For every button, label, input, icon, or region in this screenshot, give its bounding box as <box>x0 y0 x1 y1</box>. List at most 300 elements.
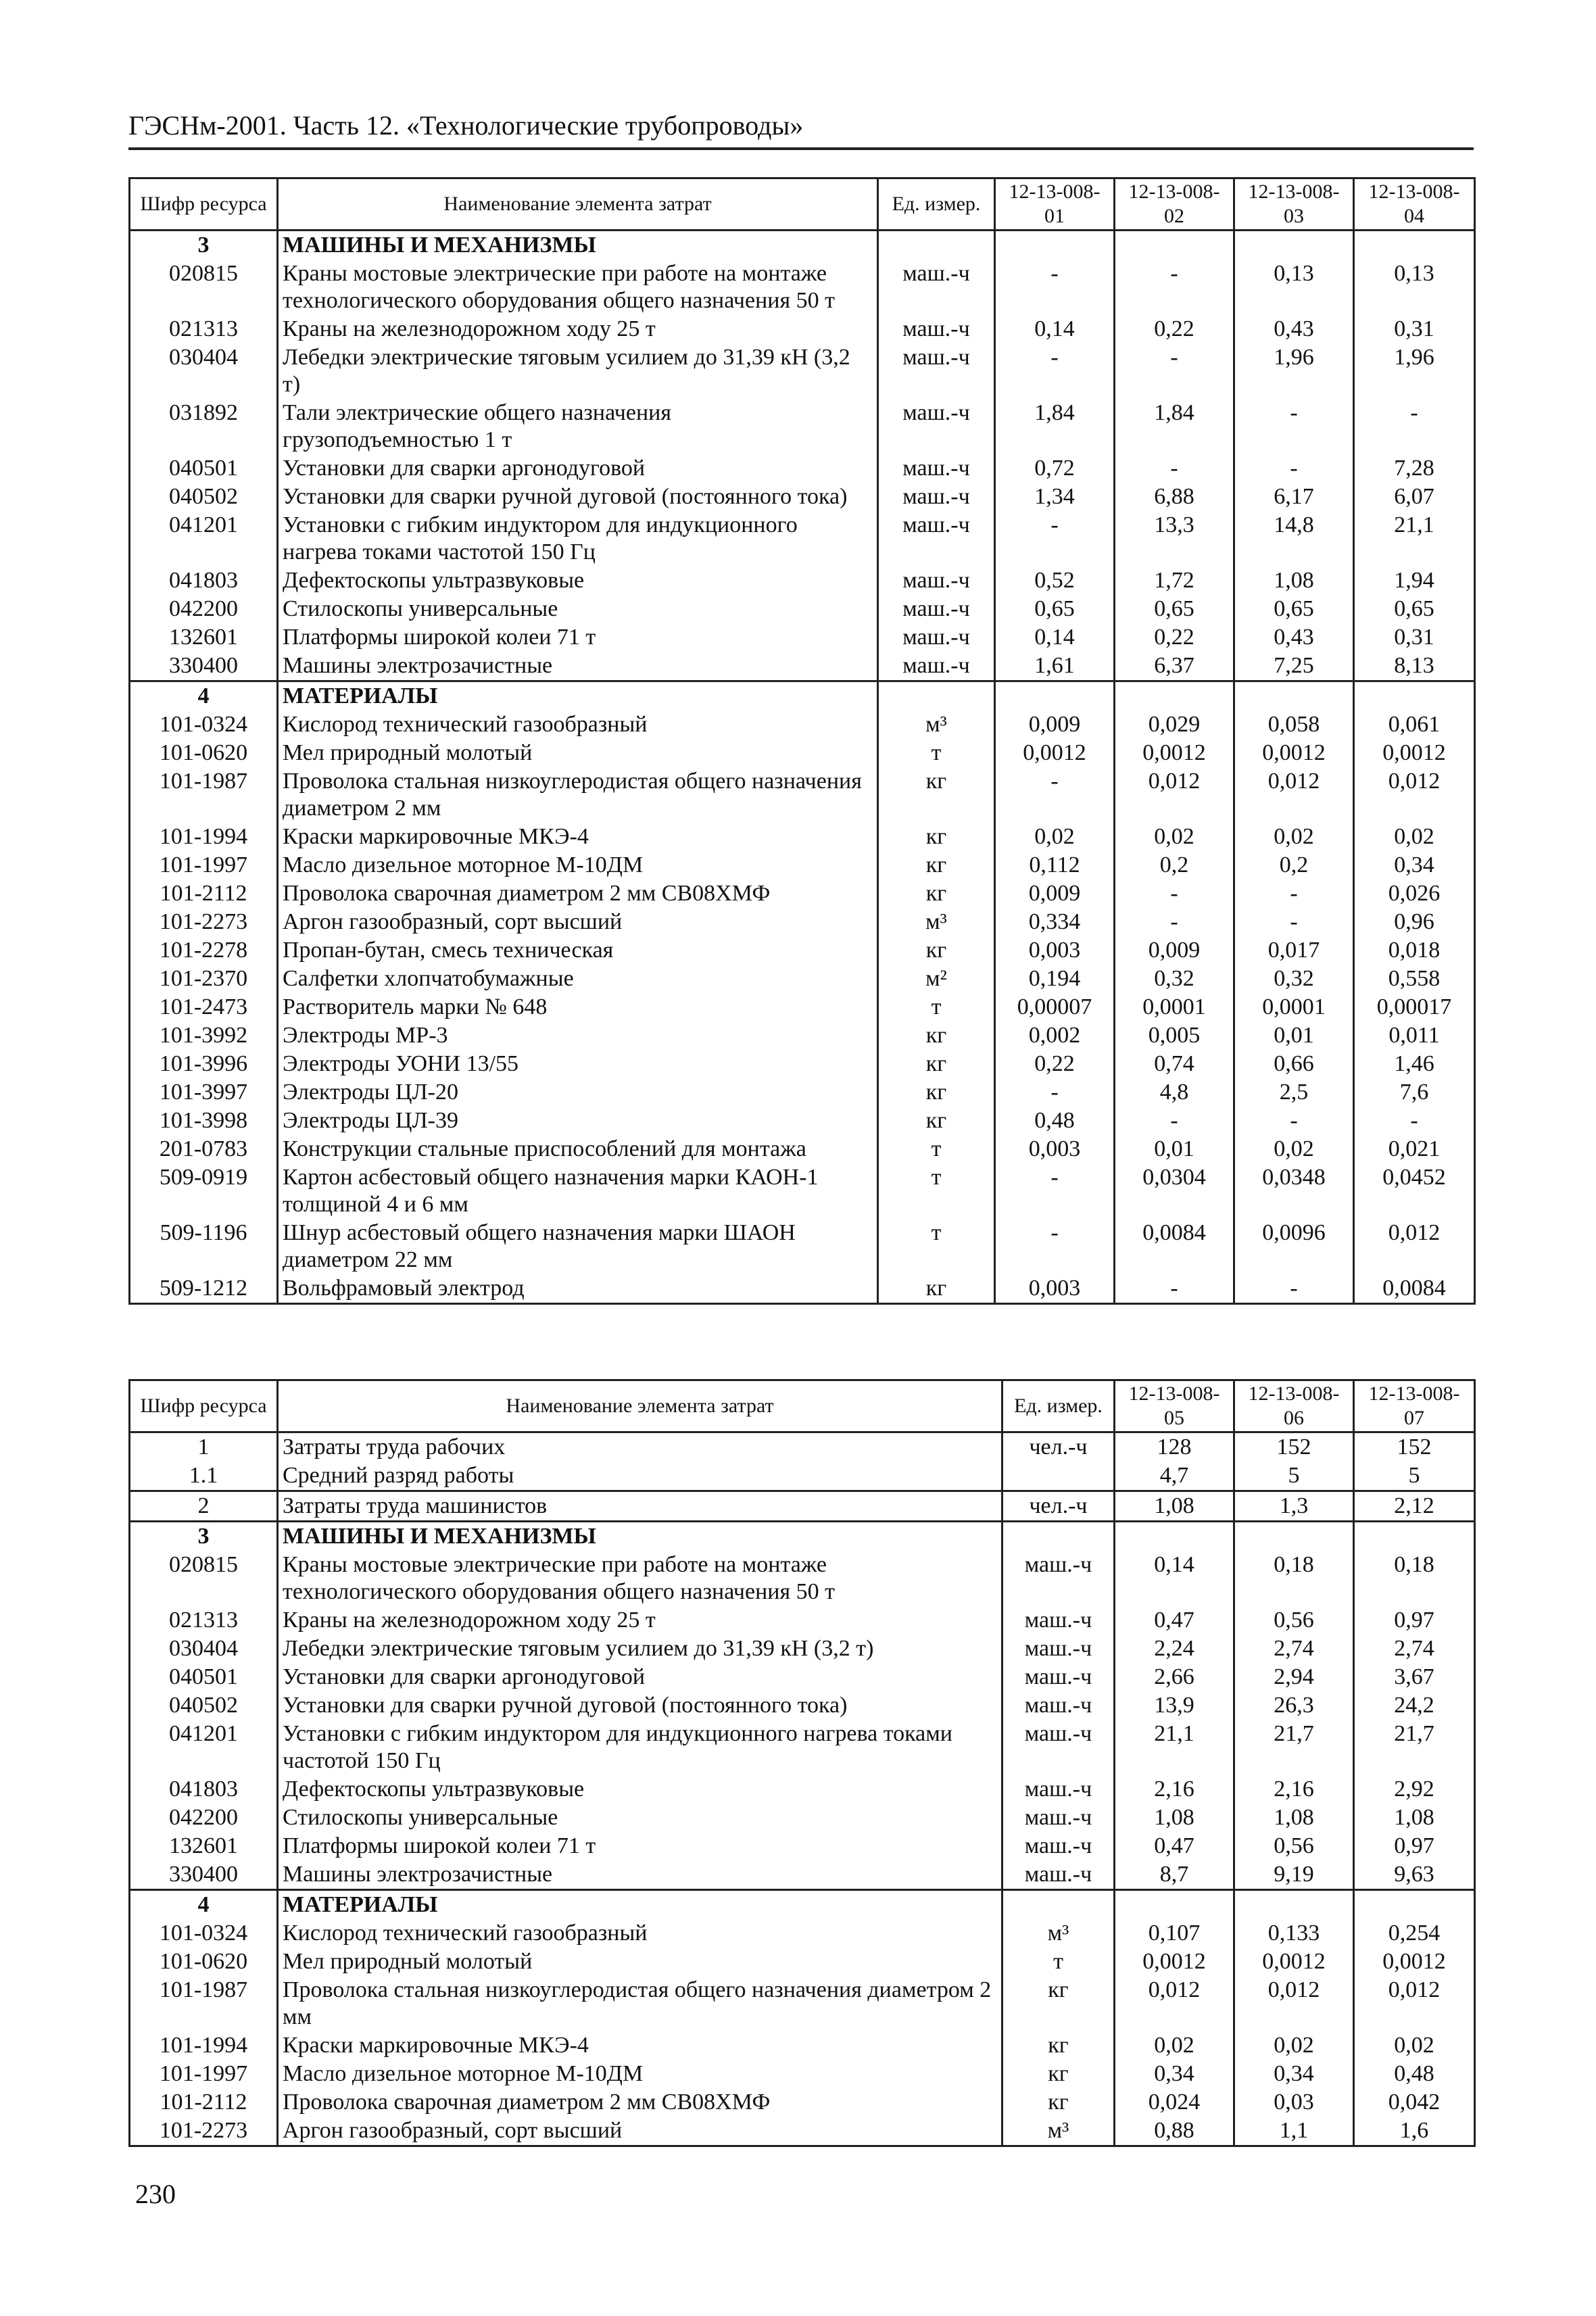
value-cell: 0,22 <box>1115 315 1234 343</box>
resource-name-cell: МАТЕРИАЛЫ <box>278 681 878 711</box>
column-header-name: Наименование элемента затрат <box>278 178 878 231</box>
page-header: ГЭСНм-2001. Часть 12. «Технологические трубопроводы» <box>128 108 1474 150</box>
resource-name-cell: Платформы широкой колеи 71 т <box>278 623 878 652</box>
value-cell: 0,02 <box>1354 2031 1475 2060</box>
value-cell: 6,17 <box>1234 483 1354 511</box>
value-cell <box>1234 681 1354 711</box>
value-cell: 0,0304 <box>1115 1163 1234 1219</box>
resource-name-cell: Краны мостовые электрические при работе на монтаже технологического оборудования общего назначения 50 т <box>278 1551 1002 1606</box>
unit-cell: маш.-ч <box>878 454 995 483</box>
value-cell: 0,34 <box>1234 2060 1354 2088</box>
table-row <box>130 936 1475 965</box>
unit-cell: маш.-ч <box>878 483 995 511</box>
resource-code-cell: 101-3998 <box>130 1107 278 1135</box>
unit-cell: т <box>878 1135 995 1163</box>
value-cell: 2,92 <box>1354 1775 1475 1804</box>
value-cell: 6,88 <box>1115 483 1234 511</box>
section-row <box>130 231 1475 260</box>
table-body <box>130 1432 1475 2146</box>
resource-name-cell: МАТЕРИАЛЫ <box>278 1890 1002 1920</box>
value-cell: - <box>1234 908 1354 936</box>
resource-name-cell: Установки с гибким индуктором для индукционного нагрева токами частотой 150 Гц <box>278 1720 1002 1775</box>
resource-name-cell: Установки для сварки аргонодуговой <box>278 454 878 483</box>
unit-cell: маш.-ч <box>1002 1635 1115 1663</box>
value-cell: 0,2 <box>1234 851 1354 879</box>
value-cell <box>995 681 1115 711</box>
table-row <box>130 1135 1475 1163</box>
table-row <box>130 1804 1475 1832</box>
value-cell: 2,74 <box>1354 1635 1475 1663</box>
value-cell: 0,2 <box>1115 851 1234 879</box>
resource-code-cell: 101-1987 <box>130 767 278 823</box>
column-header-name: Наименование элемента затрат <box>278 1380 1002 1432</box>
value-cell: 0,34 <box>1354 851 1475 879</box>
unit-cell: маш.-ч <box>1002 1832 1115 1860</box>
column-header-norm-code: 12-13-008-06 <box>1234 1380 1354 1432</box>
value-cell: 1,08 <box>1115 1804 1234 1832</box>
value-cell: 0,48 <box>995 1107 1115 1135</box>
resource-code-cell: 101-0324 <box>130 1919 278 1948</box>
value-cell: 0,13 <box>1234 260 1354 315</box>
table-row <box>130 710 1475 739</box>
unit-cell: кг <box>878 851 995 879</box>
value-cell: 0,334 <box>995 908 1115 936</box>
resource-name-cell: Растворитель марки № 648 <box>278 993 878 1021</box>
unit-cell: кг <box>878 823 995 851</box>
unit-cell: т <box>878 993 995 1021</box>
value-cell: 26,3 <box>1234 1691 1354 1720</box>
table-row <box>130 1462 1475 1491</box>
value-cell <box>1115 1890 1234 1920</box>
section-row <box>130 1890 1475 1920</box>
resource-code-cell: 101-2112 <box>130 879 278 908</box>
value-cell: 0,02 <box>1234 823 1354 851</box>
resource-code-cell: 101-0620 <box>130 739 278 767</box>
value-cell: 1,3 <box>1234 1491 1354 1522</box>
resource-code-cell: 101-3992 <box>130 1021 278 1050</box>
value-cell: 13,3 <box>1115 511 1234 566</box>
unit-cell: маш.-ч <box>1002 1606 1115 1635</box>
value-cell <box>1115 1522 1234 1551</box>
resource-name-cell: Установки с гибким индуктором для индукционного нагрева токами частотой 150 Гц <box>278 511 878 566</box>
unit-cell <box>1002 1890 1115 1920</box>
value-cell: 0,017 <box>1234 936 1354 965</box>
unit-cell: маш.-ч <box>1002 1691 1115 1720</box>
value-cell: 7,25 <box>1234 652 1354 681</box>
resource-code-cell: 101-1994 <box>130 823 278 851</box>
column-header-code: Шифр ресурса <box>130 1380 278 1432</box>
resource-name-cell: МАШИНЫ И МЕХАНИЗМЫ <box>278 1522 1002 1551</box>
unit-cell: маш.-ч <box>1002 1860 1115 1890</box>
value-cell <box>1354 231 1475 260</box>
resource-code-cell: 4 <box>130 1890 278 1920</box>
unit-cell: маш.-ч <box>878 511 995 566</box>
unit-cell <box>878 681 995 711</box>
value-cell: - <box>995 511 1115 566</box>
value-cell: 0,02 <box>1354 823 1475 851</box>
value-cell: 0,47 <box>1115 1606 1234 1635</box>
unit-cell: маш.-ч <box>878 595 995 623</box>
value-cell: 0,0452 <box>1354 1163 1475 1219</box>
section-row <box>130 1522 1475 1551</box>
resource-code-cell: 021313 <box>130 315 278 343</box>
resource-code-cell: 330400 <box>130 1860 278 1890</box>
resource-name-cell: Тали электрические общего назначения грузоподъемностью 1 т <box>278 399 878 454</box>
resource-code-cell: 021313 <box>130 1606 278 1635</box>
resource-code-cell: 101-1994 <box>130 2031 278 2060</box>
unit-cell: кг <box>878 1050 995 1078</box>
value-cell: 0,003 <box>995 1274 1115 1304</box>
resource-code-cell: 020815 <box>130 1551 278 1606</box>
resource-code-cell: 042200 <box>130 1804 278 1832</box>
value-cell: 0,02 <box>1234 1135 1354 1163</box>
value-cell: 1,08 <box>1234 1804 1354 1832</box>
resource-name-cell: Масло дизельное моторное М-10ДМ <box>278 2060 1002 2088</box>
value-cell: 0,48 <box>1354 2060 1475 2088</box>
value-cell: 8,7 <box>1115 1860 1234 1890</box>
resource-name-cell: Кислород технический газообразный <box>278 1919 1002 1948</box>
value-cell: 0,012 <box>1115 767 1234 823</box>
value-cell: 0,254 <box>1354 1919 1475 1948</box>
table-row <box>130 511 1475 566</box>
value-cell: 2,74 <box>1234 1635 1354 1663</box>
value-cell: 0,002 <box>995 1021 1115 1050</box>
table-row <box>130 1274 1475 1304</box>
value-cell: 3,67 <box>1354 1663 1475 1691</box>
value-cell: 0,72 <box>995 454 1115 483</box>
value-cell: 0,0012 <box>1234 739 1354 767</box>
value-cell: 0,31 <box>1354 623 1475 652</box>
value-cell: 0,042 <box>1354 2088 1475 2117</box>
resource-code-cell: 101-3997 <box>130 1078 278 1107</box>
resource-code-cell: 101-2112 <box>130 2088 278 2117</box>
unit-cell: кг <box>878 936 995 965</box>
value-cell <box>1354 1890 1475 1920</box>
resource-name-cell: Салфетки хлопчатобумажные <box>278 965 878 993</box>
value-cell: 1,61 <box>995 652 1115 681</box>
value-cell: 0,026 <box>1354 879 1475 908</box>
value-cell: 2,16 <box>1115 1775 1234 1804</box>
unit-cell: маш.-ч <box>1002 1551 1115 1606</box>
value-cell: 13,9 <box>1115 1691 1234 1720</box>
table-body <box>130 231 1475 1304</box>
value-cell: 5 <box>1234 1462 1354 1491</box>
value-cell: 0,558 <box>1354 965 1475 993</box>
table-row <box>130 454 1475 483</box>
value-cell: 0,0012 <box>1115 739 1234 767</box>
value-cell: 0,22 <box>1115 623 1234 652</box>
value-cell: 0,012 <box>1354 1976 1475 2031</box>
value-cell: 0,003 <box>995 936 1115 965</box>
column-header-norm-code: 12-13-008-01 <box>995 178 1115 231</box>
unit-cell: маш.-ч <box>1002 1720 1115 1775</box>
value-cell: 0,22 <box>995 1050 1115 1078</box>
table-row <box>130 1551 1475 1606</box>
table-row <box>130 993 1475 1021</box>
value-cell: 2,94 <box>1234 1663 1354 1691</box>
resource-name-cell: Картон асбестовый общего назначения марки КАОН-1 толщиной 4 и 6 мм <box>278 1163 878 1219</box>
table-header <box>130 1380 1475 1432</box>
value-cell: - <box>1234 879 1354 908</box>
resource-code-cell: 040501 <box>130 1663 278 1691</box>
value-cell: 0,0012 <box>995 739 1115 767</box>
column-header-norm-code: 12-13-008-03 <box>1234 178 1354 231</box>
resource-code-cell: 509-1212 <box>130 1274 278 1304</box>
table-row <box>130 315 1475 343</box>
unit-cell: м³ <box>878 908 995 936</box>
value-cell: 6,37 <box>1115 652 1234 681</box>
resource-code-cell: 101-1987 <box>130 1976 278 2031</box>
value-cell: 0,14 <box>1115 1551 1234 1606</box>
value-cell: 0,97 <box>1354 1832 1475 1860</box>
value-cell: 0,009 <box>995 710 1115 739</box>
resource-code-cell: 042200 <box>130 595 278 623</box>
table-row <box>130 2031 1475 2060</box>
table-row <box>130 739 1475 767</box>
value-cell: 0,43 <box>1234 315 1354 343</box>
value-cell: - <box>1234 1274 1354 1304</box>
value-cell: 1,94 <box>1354 566 1475 595</box>
value-cell: 9,63 <box>1354 1860 1475 1890</box>
value-cell <box>1115 681 1234 711</box>
table-row <box>130 652 1475 681</box>
value-cell: 0,0084 <box>1115 1219 1234 1274</box>
unit-cell <box>878 231 995 260</box>
resource-name-cell: Масло дизельное моторное М-10ДМ <box>278 851 878 879</box>
unit-cell: маш.-ч <box>1002 1804 1115 1832</box>
unit-cell: кг <box>1002 2031 1115 2060</box>
unit-cell: кг <box>1002 1976 1115 2031</box>
table-row <box>130 1832 1475 1860</box>
value-cell: 7,6 <box>1354 1078 1475 1107</box>
column-header-unit: Ед. измер. <box>1002 1380 1115 1432</box>
value-cell <box>1234 1890 1354 1920</box>
value-cell: 0,009 <box>1115 936 1234 965</box>
resource-name-cell: Краны на железнодорожном ходу 25 т <box>278 1606 1002 1635</box>
resource-code-cell: 040502 <box>130 1691 278 1720</box>
resource-code-cell: 031892 <box>130 399 278 454</box>
resource-name-cell: Проволока стальная низкоуглеродистая общего назначения диаметром 2 мм <box>278 1976 1002 2031</box>
value-cell: 0,56 <box>1234 1606 1354 1635</box>
resource-code-cell: 101-1997 <box>130 2060 278 2088</box>
value-cell: 0,058 <box>1234 710 1354 739</box>
resource-name-cell: Дефектоскопы ультразвуковые <box>278 1775 1002 1804</box>
table-row <box>130 1606 1475 1635</box>
resource-name-cell: Шнур асбестовый общего назначения марки ШАОН диаметром 22 мм <box>278 1219 878 1274</box>
resource-name-cell: Проволока сварочная диаметром 2 мм СВ08ХМФ <box>278 2088 1002 2117</box>
table-row <box>130 2117 1475 2146</box>
resource-code-cell: 041201 <box>130 1720 278 1775</box>
unit-cell: чел.-ч <box>1002 1432 1115 1462</box>
resource-name-cell: Аргон газообразный, сорт высший <box>278 2117 1002 2146</box>
resource-name-cell: Электроды ЦЛ-39 <box>278 1107 878 1135</box>
unit-cell: м³ <box>1002 1919 1115 1948</box>
unit-cell <box>1002 1462 1115 1491</box>
value-cell: - <box>1115 1274 1234 1304</box>
resource-name-cell: Средний разряд работы <box>278 1462 1002 1491</box>
table-row <box>130 2060 1475 2088</box>
value-cell: 1,34 <box>995 483 1115 511</box>
value-cell: 0,01 <box>1115 1135 1234 1163</box>
resource-code-cell: 030404 <box>130 1635 278 1663</box>
resource-name-cell: Лебедки электрические тяговым усилием до 31,39 кН (3,2 т) <box>278 343 878 399</box>
value-cell: 0,32 <box>1234 965 1354 993</box>
section-row <box>130 681 1475 711</box>
value-cell: - <box>995 1078 1115 1107</box>
value-cell: 4,7 <box>1115 1462 1234 1491</box>
value-cell: 2,66 <box>1115 1663 1234 1691</box>
table-row <box>130 623 1475 652</box>
value-cell: 0,02 <box>1115 823 1234 851</box>
unit-cell: м² <box>878 965 995 993</box>
resource-code-cell: 041201 <box>130 511 278 566</box>
value-cell: 0,02 <box>1234 2031 1354 2060</box>
value-cell: 0,56 <box>1234 1832 1354 1860</box>
value-cell: 0,133 <box>1234 1919 1354 1948</box>
value-cell: 0,029 <box>1115 710 1234 739</box>
resource-code-cell: 101-2370 <box>130 965 278 993</box>
value-cell: 21,1 <box>1115 1720 1234 1775</box>
table-row <box>130 2088 1475 2117</box>
value-cell <box>995 231 1115 260</box>
resource-code-cell: 132601 <box>130 623 278 652</box>
value-cell: - <box>1354 399 1475 454</box>
resource-name-cell: Машины электрозачистные <box>278 652 878 681</box>
value-cell: 0,021 <box>1354 1135 1475 1163</box>
resource-name-cell: Проволока сварочная диаметром 2 мм СВ08ХМФ <box>278 879 878 908</box>
value-cell: 6,07 <box>1354 483 1475 511</box>
table-row <box>130 566 1475 595</box>
table-row <box>130 1078 1475 1107</box>
table-row <box>130 1663 1475 1691</box>
table-row <box>130 1976 1475 2031</box>
resource-name-cell: Электроды МР-3 <box>278 1021 878 1050</box>
resource-name-cell: Установки для сварки ручной дуговой (постоянного тока) <box>278 1691 1002 1720</box>
resource-name-cell: Электроды ЦЛ-20 <box>278 1078 878 1107</box>
unit-cell: кг <box>878 1021 995 1050</box>
resource-name-cell: Пропан-бутан, смесь техническая <box>278 936 878 965</box>
table-row <box>130 1635 1475 1663</box>
column-header-norm-code: 12-13-008-07 <box>1354 1380 1475 1432</box>
value-cell: 0,012 <box>1354 767 1475 823</box>
value-cell: 21,7 <box>1354 1720 1475 1775</box>
unit-cell: маш.-ч <box>1002 1775 1115 1804</box>
unit-cell: маш.-ч <box>878 343 995 399</box>
value-cell: 0,005 <box>1115 1021 1234 1050</box>
value-cell <box>1234 231 1354 260</box>
table-row <box>130 1860 1475 1890</box>
resource-code-cell: 101-0620 <box>130 1948 278 1976</box>
value-cell: 0,01 <box>1234 1021 1354 1050</box>
page-number: 230 <box>135 2179 176 2209</box>
unit-cell: т <box>878 739 995 767</box>
value-cell: - <box>1234 454 1354 483</box>
resource-code-cell: 041803 <box>130 566 278 595</box>
resource-code-cell: 101-0324 <box>130 710 278 739</box>
value-cell: 0,012 <box>1234 1976 1354 2031</box>
resource-code-cell: 330400 <box>130 652 278 681</box>
resource-name-cell: МАШИНЫ И МЕХАНИЗМЫ <box>278 231 878 260</box>
value-cell: - <box>1234 399 1354 454</box>
unit-cell: т <box>1002 1948 1115 1976</box>
value-cell: - <box>1115 879 1234 908</box>
value-cell: - <box>995 767 1115 823</box>
resource-code-cell: 1 <box>130 1432 278 1462</box>
value-cell: 0,011 <box>1354 1021 1475 1050</box>
value-cell: 4,8 <box>1115 1078 1234 1107</box>
resource-name-cell: Затраты труда рабочих <box>278 1432 1002 1462</box>
table-row <box>130 1021 1475 1050</box>
resource-name-cell: Мел природный молотый <box>278 739 878 767</box>
value-cell: 1,72 <box>1115 566 1234 595</box>
value-cell: 0,0012 <box>1234 1948 1354 1976</box>
resource-code-cell: 3 <box>130 1522 278 1551</box>
resource-code-cell: 020815 <box>130 260 278 315</box>
value-cell: 1,84 <box>995 399 1115 454</box>
resource-name-cell: Краны мостовые электрические при работе на монтаже технологического оборудования общего назначения 50 т <box>278 260 878 315</box>
resource-name-cell: Затраты труда машинистов <box>278 1491 1002 1522</box>
resource-code-cell: 030404 <box>130 343 278 399</box>
value-cell: 0,52 <box>995 566 1115 595</box>
table-row <box>130 483 1475 511</box>
value-cell <box>1354 681 1475 711</box>
value-cell: 0,74 <box>1115 1050 1234 1078</box>
value-cell: 1,96 <box>1354 343 1475 399</box>
table-row <box>130 767 1475 823</box>
resource-name-cell: Лебедки электрические тяговым усилием до 31,39 кН (3,2 т) <box>278 1635 1002 1663</box>
table-row <box>130 1432 1475 1462</box>
value-cell: 1,08 <box>1115 1491 1234 1522</box>
resource-table-2 <box>128 1379 1476 2147</box>
table-row <box>130 260 1475 315</box>
table-row <box>130 1720 1475 1775</box>
table-row <box>130 595 1475 623</box>
value-cell: 9,19 <box>1234 1860 1354 1890</box>
value-cell: 0,32 <box>1115 965 1234 993</box>
value-cell: 0,14 <box>995 623 1115 652</box>
value-cell: 0,03 <box>1234 2088 1354 2117</box>
unit-cell: маш.-ч <box>878 623 995 652</box>
value-cell: 0,65 <box>1234 595 1354 623</box>
column-header-norm-code: 12-13-008-04 <box>1354 178 1475 231</box>
unit-cell: т <box>878 1163 995 1219</box>
value-cell: 0,65 <box>1115 595 1234 623</box>
resource-table-1 <box>128 177 1476 1305</box>
column-header-unit: Ед. измер. <box>878 178 995 231</box>
value-cell: 0,107 <box>1115 1919 1234 1948</box>
value-cell: 0,0096 <box>1234 1219 1354 1274</box>
resource-name-cell: Краски маркировочные МКЭ-4 <box>278 823 878 851</box>
resource-name-cell: Проволока стальная низкоуглеродистая общего назначения диаметром 2 мм <box>278 767 878 823</box>
table-row <box>130 1691 1475 1720</box>
resource-name-cell: Установки для сварки ручной дуговой (постоянного тока) <box>278 483 878 511</box>
resource-name-cell: Стилоскопы универсальные <box>278 595 878 623</box>
value-cell: 0,65 <box>995 595 1115 623</box>
value-cell: 0,34 <box>1115 2060 1234 2088</box>
value-cell: 0,012 <box>1354 1219 1475 1274</box>
value-cell: 0,018 <box>1354 936 1475 965</box>
value-cell: 0,0012 <box>1354 1948 1475 1976</box>
unit-cell: т <box>878 1219 995 1274</box>
value-cell: - <box>1115 260 1234 315</box>
value-cell: 24,2 <box>1354 1691 1475 1720</box>
value-cell: 0,00017 <box>1354 993 1475 1021</box>
value-cell: 0,0084 <box>1354 1274 1475 1304</box>
value-cell: - <box>1354 1107 1475 1135</box>
value-cell: 1,84 <box>1115 399 1234 454</box>
resource-name-cell: Платформы широкой колеи 71 т <box>278 1832 1002 1860</box>
resource-name-cell: Дефектоскопы ультразвуковые <box>278 566 878 595</box>
